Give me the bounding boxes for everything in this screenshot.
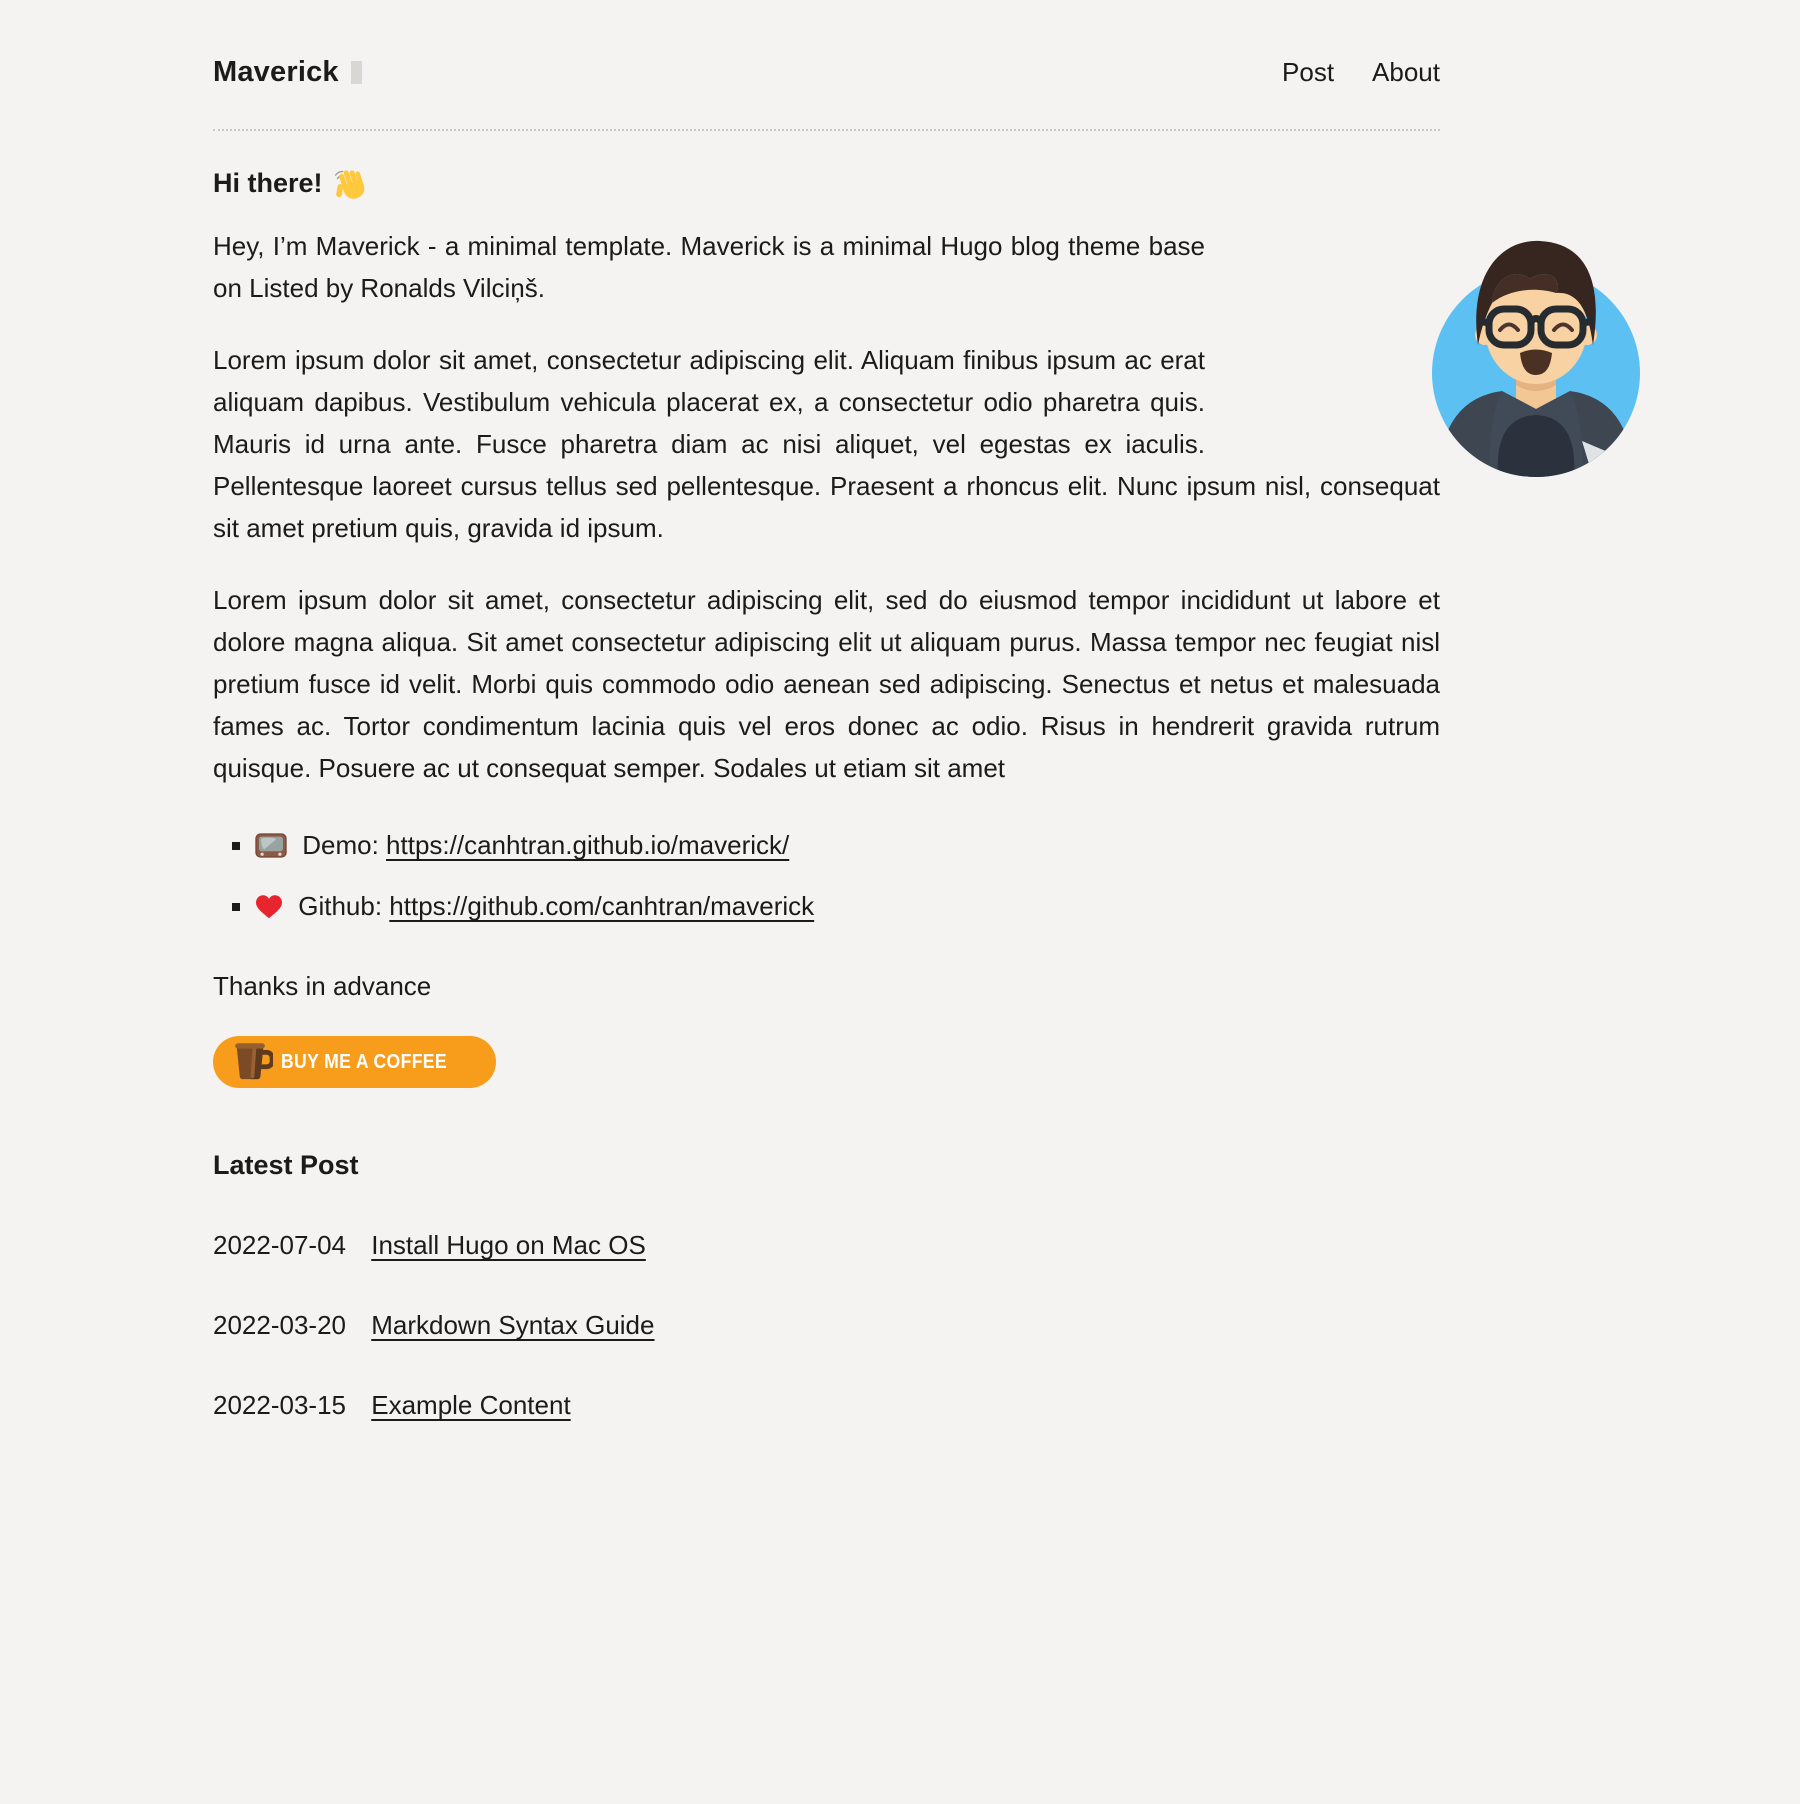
- post-link-example-content[interactable]: Example Content: [371, 1390, 571, 1420]
- avatar: [1205, 225, 1440, 425]
- lorem-paragraph-2: Lorem ipsum dolor sit amet, consectetur adipiscing elit, sed do eiusmod tempor incididunt ut labore et dolore magna aliqua. Sit amet consectetur adipiscing elit ut aliquam purus. Massa tempor nec feugiat nisl pretium fusce id velit. Morbi quis commodo odio aenean sed adipiscing. Senectus et netus et malesuada fames ac. Tortor condimentum lacinia quis vel eros donec ac odio. Risus in hendrerit gravida rutrum quisque. Posuere ac ut consequat semper. Sodales ut etiam sit amet: [213, 585, 1440, 783]
- page-container: [213, 0, 1440, 1425]
- list-item-github: [255, 886, 1440, 931]
- post-link-install-hugo[interactable]: Install Hugo on Mac OS: [371, 1230, 646, 1260]
- post-date: 2022-03-15: [213, 1390, 346, 1420]
- post-date: 2022-03-20: [213, 1310, 346, 1340]
- buy-me-a-coffee-label: BUY ME A COFFEE: [281, 1050, 447, 1073]
- main-content: [213, 167, 1440, 1425]
- latest-post-heading: Latest Post: [213, 1150, 359, 1180]
- tv-emoji-icon: [255, 835, 294, 865]
- link-label: Demo:: [302, 830, 379, 860]
- post-date: 2022-07-04: [213, 1230, 346, 1260]
- post-row: [213, 1305, 1440, 1345]
- nav-link-post[interactable]: Post: [1282, 57, 1335, 87]
- intro-paragraph: [213, 225, 1440, 309]
- project-links-list: [213, 825, 1440, 931]
- header-divider: [213, 129, 1440, 131]
- post-row: [213, 1225, 1440, 1265]
- site-title-text: Maverick: [213, 56, 339, 88]
- nav-link-about[interactable]: About: [1372, 57, 1440, 87]
- list-item-demo: [255, 825, 1440, 870]
- github-link[interactable]: https://github.com/canhtran/maverick: [389, 891, 815, 921]
- wave-emoji-icon: [333, 167, 365, 199]
- thanks-text: Thanks in advance: [213, 971, 432, 1001]
- page-title: [213, 167, 1440, 199]
- link-label: Github:: [298, 891, 383, 921]
- coffee-mug-icon: [229, 1041, 273, 1084]
- buy-me-a-coffee-button[interactable]: [213, 1036, 496, 1088]
- post-row: [213, 1385, 1440, 1425]
- site-header: [213, 56, 1440, 89]
- page-title-text: Hi there!: [213, 167, 323, 198]
- lorem-paragraph-1: Lorem ipsum dolor sit amet, consectetur adipiscing elit. Aliquam finibus ipsum ac erat aliquam dapibus. Vestibulum vehicula placerat ex, a consectetur odio pharetra quis. Mauris id urna ante. Fusce pharetra diam ac nisi aliquet, vel egestas ex iaculis. Pellentesque laoreet cursus tellus sed pellentesque. Praesent a rhoncus elit. Nunc ipsum nisl, consequat sit amet pretium quis, gravida id ipsum.: [213, 345, 1440, 543]
- site-title: [213, 56, 362, 89]
- intro-text: Hey, I’m Maverick - a minimal template. Maverick is a minimal Hugo blog theme base on Listed by Ronalds Vilciņš.: [213, 231, 1205, 303]
- main-nav: [1282, 57, 1440, 88]
- title-cursor-block: [351, 61, 362, 84]
- heart-emoji-icon: [255, 896, 290, 926]
- demo-link[interactable]: https://canhtran.github.io/maverick/: [386, 830, 790, 860]
- post-link-markdown-syntax[interactable]: Markdown Syntax Guide: [371, 1310, 655, 1340]
